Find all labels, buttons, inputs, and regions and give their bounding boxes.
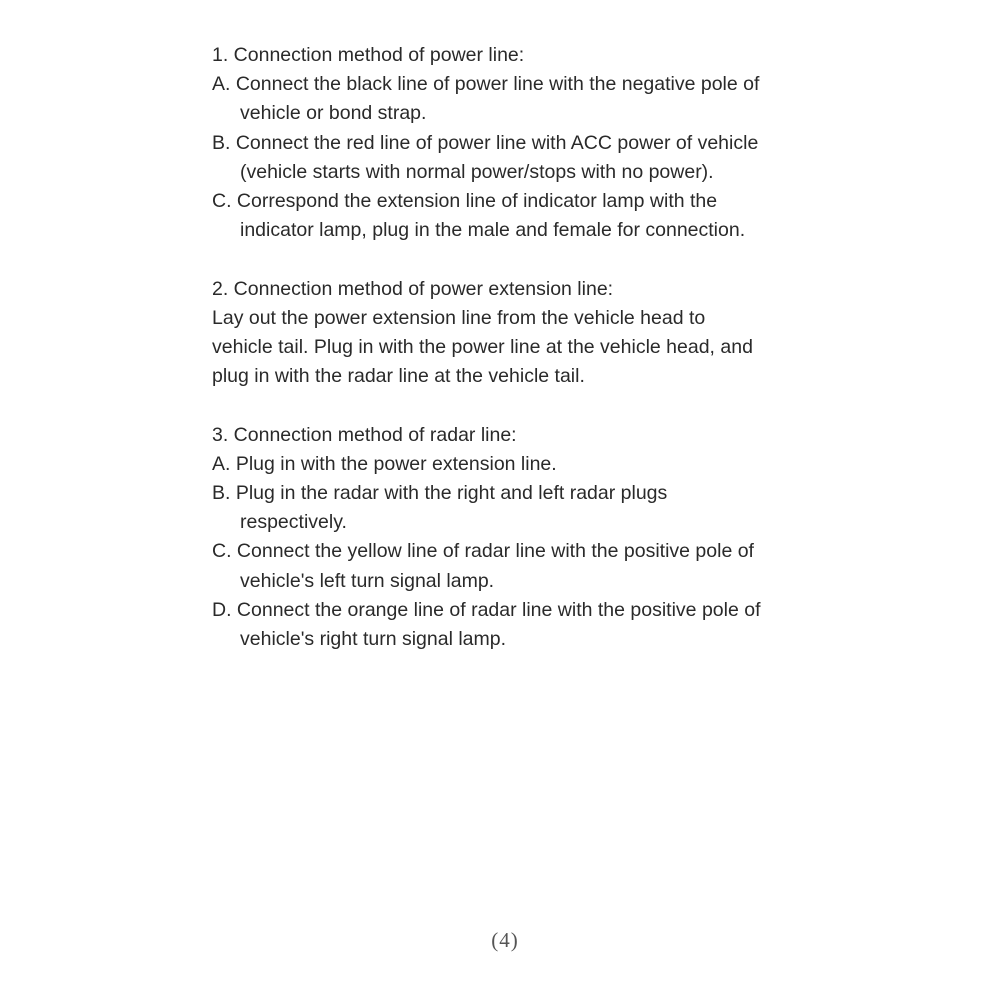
list-item-first-line: A. Connect the black line of power line with the negative pole of <box>212 73 760 96</box>
list-item-continuation: indicator lamp, plug in the male and female for connection. <box>240 219 746 242</box>
list-item-first-line: B. Plug in the radar with the right and left radar plugs <box>212 482 668 505</box>
list-item-continuation: vehicle's left turn signal lamp. <box>240 569 495 592</box>
section-spacer <box>212 391 812 420</box>
section-heading: 2. Connection method of power extension line: <box>212 277 614 300</box>
paragraph-line: Lay out the power extension line from the vehicle head to <box>212 306 706 329</box>
section-heading: 1. Connection method of power line: <box>212 44 525 66</box>
list-item-first-line: C. Connect the yellow line of radar line with the positive pole of <box>212 540 754 563</box>
section-power-extension-line <box>212 275 812 392</box>
list-item-first-line: A. Plug in with the power extension line. <box>212 452 557 475</box>
paragraph-line: vehicle tail. Plug in with the power line at the vehicle head, and <box>212 336 753 359</box>
section-power-line <box>212 41 812 245</box>
section-heading: 3. Connection method of radar line: <box>212 423 517 446</box>
list-item-continuation: respectively. <box>240 511 347 534</box>
list-item-first-line: D. Connect the orange line of radar line with the positive pole of <box>212 598 761 621</box>
paragraph-line: plug in with the radar line at the vehicle tail. <box>212 365 585 388</box>
section-radar-line <box>212 421 812 655</box>
list-item-first-line: B. Connect the red line of power line with ACC power of vehicle <box>212 131 759 154</box>
list-item-continuation: vehicle or bond strap. <box>240 102 427 125</box>
page-number: (4) <box>491 928 519 952</box>
list-item-continuation: vehicle's right turn signal lamp. <box>240 628 507 651</box>
section-spacer <box>212 245 812 274</box>
list-item-continuation: (vehicle starts with normal power/stops with no power). <box>240 160 714 183</box>
instructions-body <box>212 41 812 654</box>
list-item-first-line: C. Correspond the extension line of indicator lamp with the <box>212 190 718 213</box>
